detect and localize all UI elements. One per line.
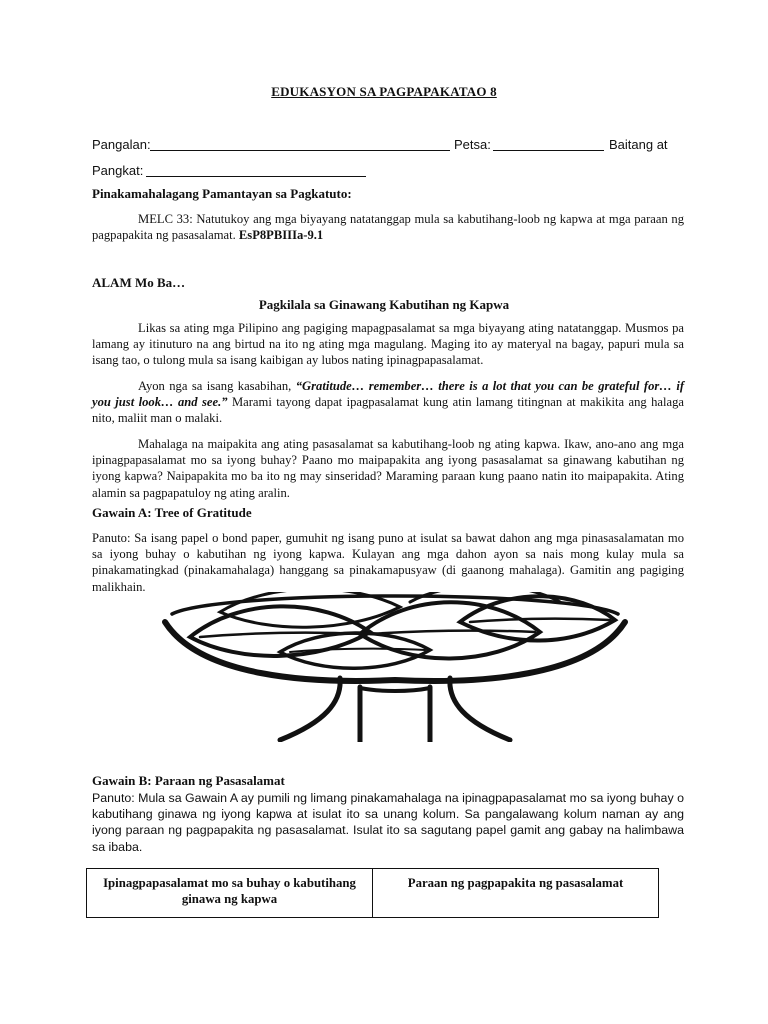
answer-table — [86, 868, 659, 918]
table-header-ways: Paraan ng pagpapakita ng pasasalamat — [373, 869, 659, 918]
section-title: Pagkilala sa Ginawang Kabutihan ng Kapwa — [258, 297, 510, 312]
grade-label: Baitang at — [609, 137, 668, 152]
melc-heading: Pinakamahalagang Pamantayan sa Pagkatuto: — [92, 186, 352, 201]
gawain-a-heading: Gawain A: Tree of Gratitude — [92, 505, 252, 520]
paragraph-1: Likas sa ating mga Pilipino ang pagiging mapagpasalamat sa mga biyayang ating natatanggap. Musmos pa lamang ay itinuturo na ang birtud na ito ng ating mga magulang. Maging ito ay materyal na bagay, papuri mula sa isang tao, o tulong mula sa isang kaibigan ay lubos nating ipinagpapasalamat. — [92, 321, 684, 368]
paragraph-2 — [92, 378, 684, 427]
melc-paragraph — [92, 211, 684, 243]
name-label: Pangalan: — [92, 137, 151, 152]
paragraph-3: Mahalaga na maipakita ang ating pasasalamat sa kabutihang-loob ng ating kapwa. Ikaw, ano-ano ang mga ipinagpapasalamat mo sa iyong buhay? Paano mo maipapakita ang iyong pasasalamat sa ginawang kabutihan ng iyong kapwa? Naipapakita mo ba ito ng may sinseridad? Maraming paraan kung paano natin ito maipapakita. Ating alamin sa pagpapatuloy ng ating aralin. — [92, 437, 684, 500]
paragraph-2-rest: Marami tayong dapat ipagpasalamat kung atin lamang titingnan at makikita ang halaga nito, maliit man o malaki. — [92, 395, 684, 426]
name-field[interactable] — [150, 150, 450, 151]
alam-heading: ALAM Mo Ba… — [92, 275, 186, 290]
section-label: Pangkat: — [92, 163, 144, 178]
tree-of-gratitude-illustration — [160, 592, 630, 742]
paragraph-2-lead: Ayon nga sa isang kasabihan, — [138, 379, 292, 393]
table-header-gratitude: Ipinagpapasalamat mo sa buhay o kabutihang ginawa ng kapwa — [87, 869, 373, 918]
document-title: EDUKASYON SA PAGPAPAKATAO 8 — [271, 84, 497, 99]
gawain-b-heading: Gawain B: Paraan ng Pasasalamat — [92, 773, 285, 788]
gawain-a-instructions: Panuto: Sa isang papel o bond paper, gumuhit ng isang puno at isulat sa bawat dahon ang mga pinasasalamatan mo sa iyong buhay o kabutihan ng iyong kapwa. Kulayan ang mga dahon ayon sa nais mong kulay mula sa pinakamatingkad (pinakamahalaga) hanggang sa pinakamapusyaw (di gaanong mahalaga). Gamitin ang pagiging malikhain. — [92, 531, 684, 594]
gawain-b-instructions: Panuto: Mula sa Gawain A ay pumili ng limang pinakamahalaga na ipinagpapasalamat mo sa iyong buhay o kabutihang ginawa ng iyong kapwa at isulat ito sa unang kolum. Sa pangalawang kolum naman ay ang iyong paraan ng pagpapakita ng pasasalamat. Isulat ito sa sagutang papel gamit ang gabay na halimbawa sa ibaba. — [92, 791, 684, 854]
melc-code: EsP8PBIIIa-9.1 — [238, 228, 324, 243]
date-label: Petsa: — [454, 137, 491, 152]
section-field[interactable] — [146, 176, 366, 177]
date-field[interactable] — [493, 150, 604, 151]
melc-text: MELC 33: Natutukoy ang mga biyayang natatanggap mula sa kabutihang-loob ng kapwa at mga paraan ng pagpapakita ng pasasalamat. — [92, 212, 684, 243]
gratitude-quote: “Gratitude… remember… there is a lot that you can be grateful for… if you just look… and see.” — [92, 379, 685, 410]
table-header-row — [87, 869, 659, 918]
